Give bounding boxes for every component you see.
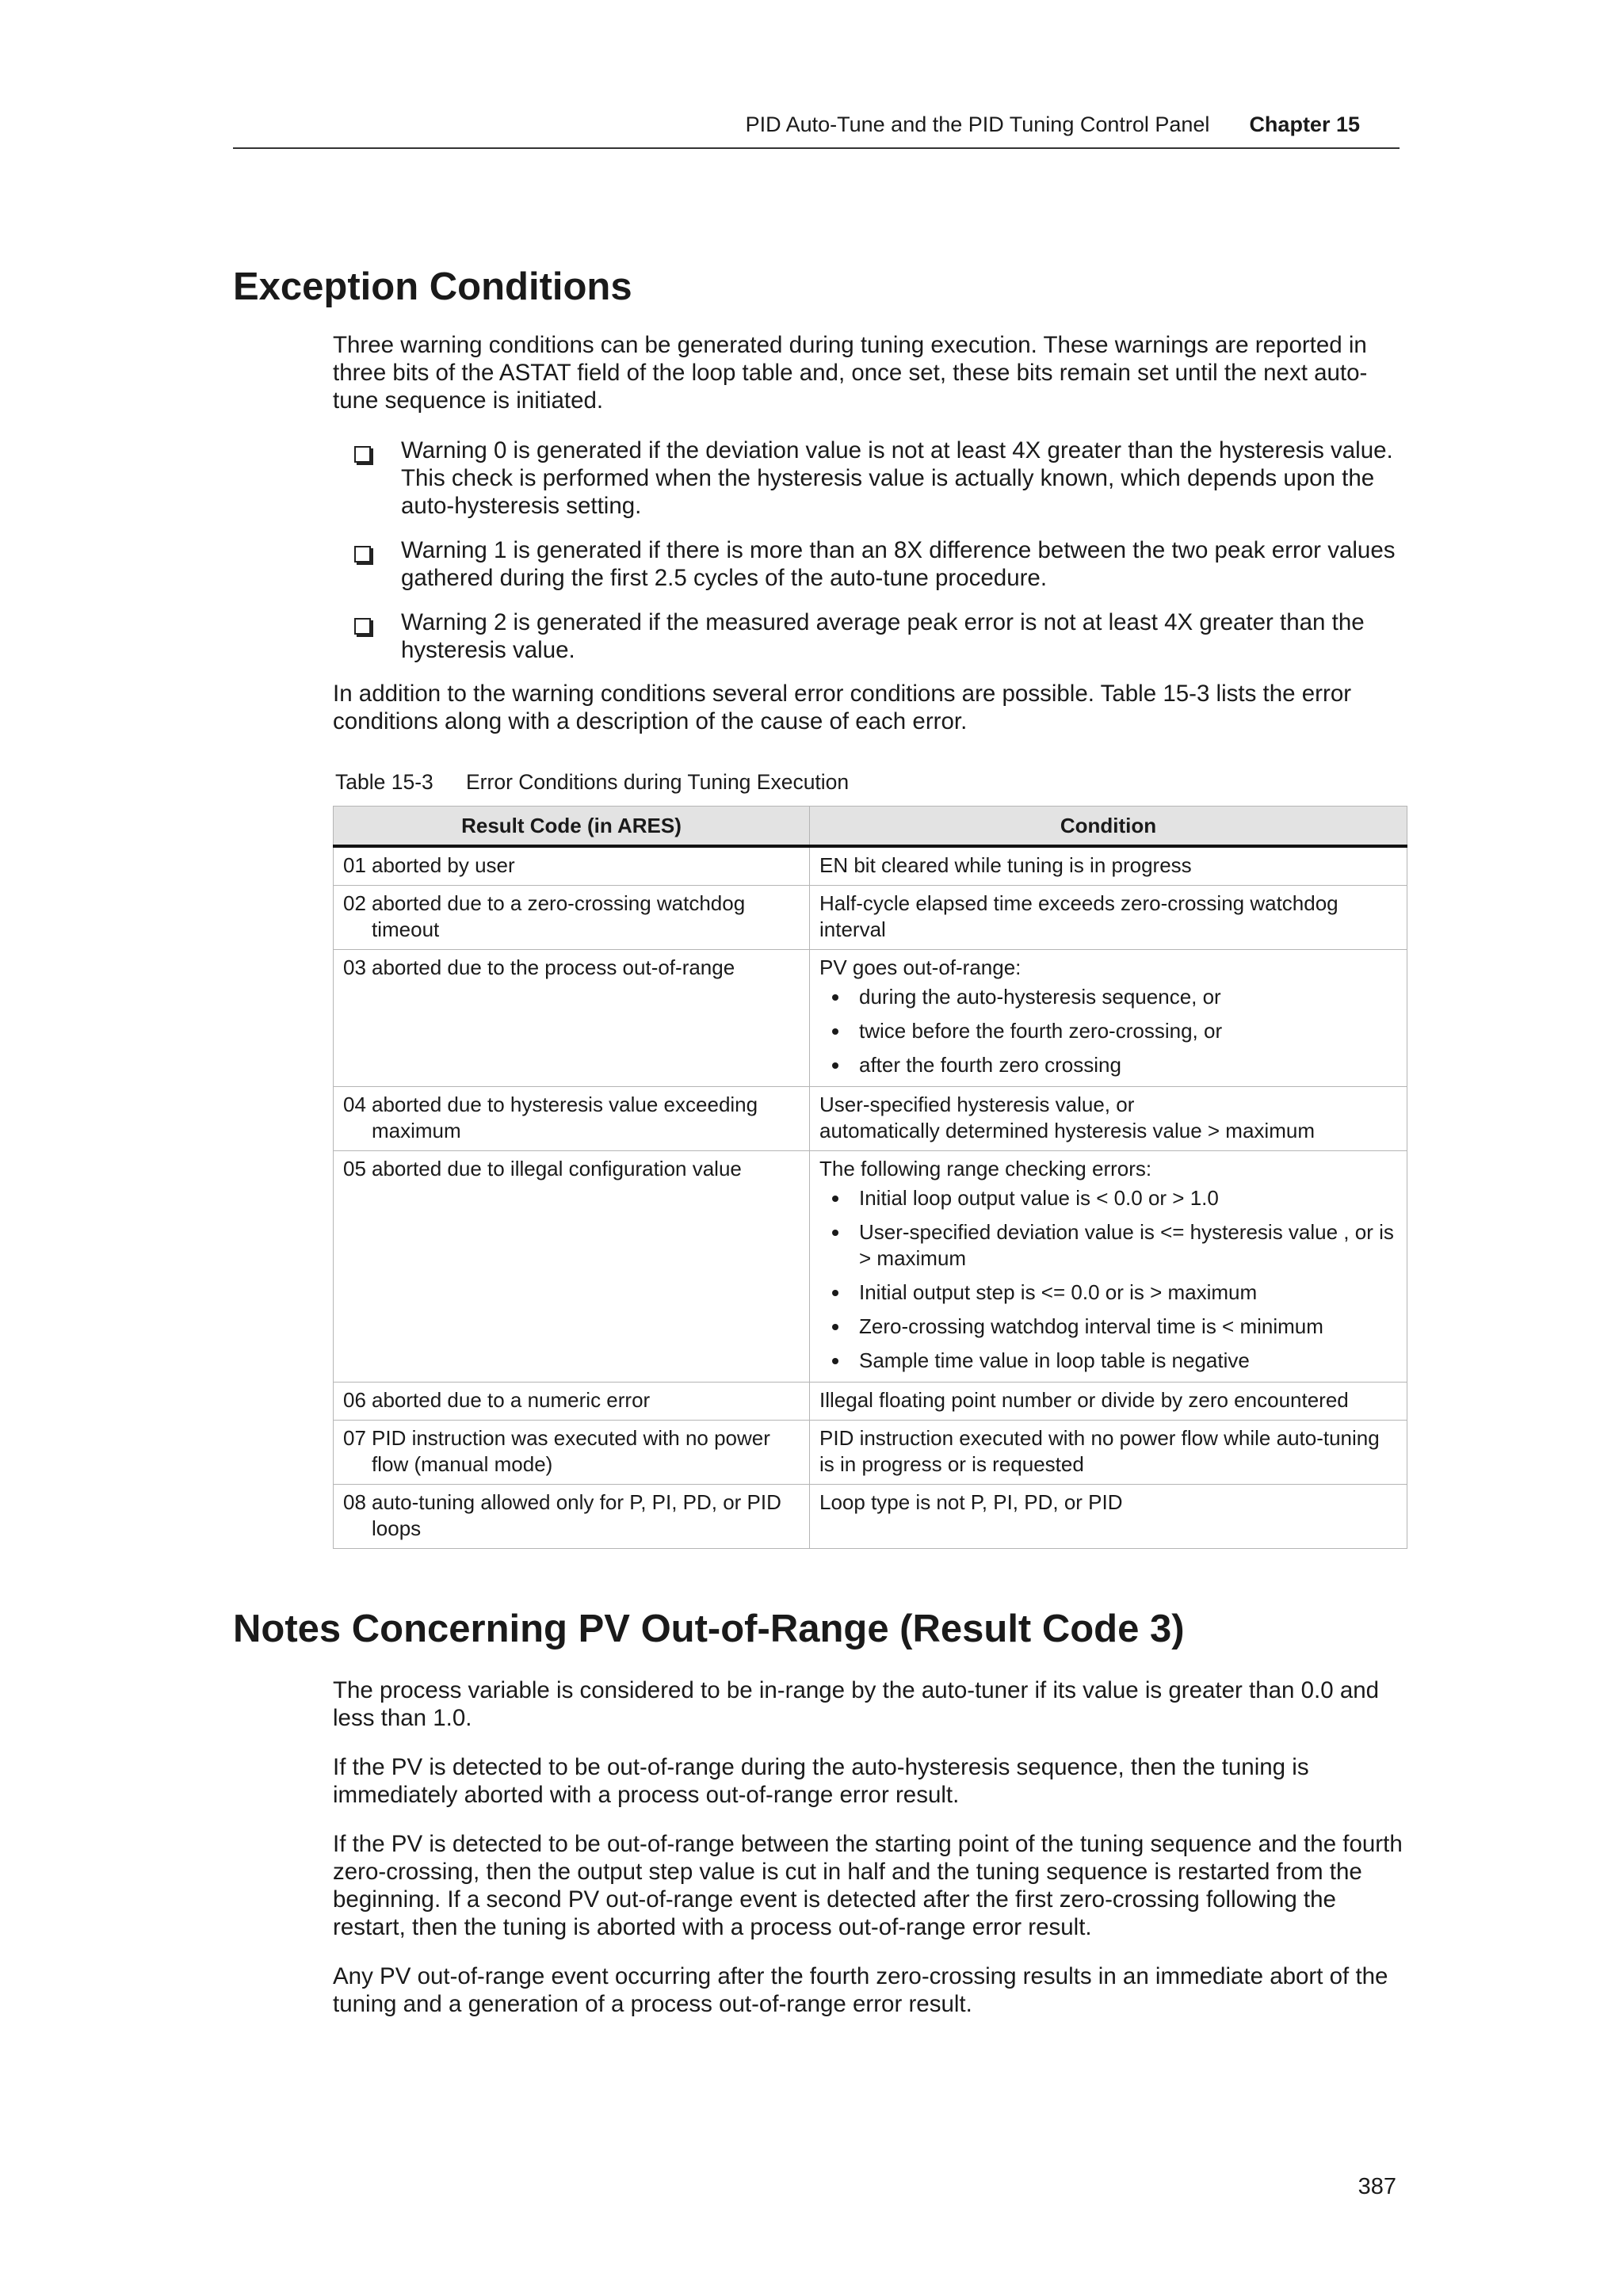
result-code-cell [334,1383,810,1421]
condition-text: Loop type is not P, PI, PD, or PID [819,1490,1123,1514]
notes-paragraph: If the PV is detected to be out-of-range between the starting point of the tuning sequence and the fourth zero-crossing, then the output step value is cut in half and the tuning sequence is restarted from the beginning. If a second PV out-of-range event is detected after the first zero-crossing following the restart, then the tuning is aborted with a process out-of-range error result. [333,1831,1403,1940]
table-caption-title: Error Conditions during Tuning Execution [466,770,850,794]
header-chapter: Chapter 15 [1249,113,1360,136]
condition-bullet: twice before the fourth zero-crossing, or [819,1018,1399,1044]
result-code-number: 03 [343,955,366,979]
result-code-cell [334,1421,810,1485]
intro-paragraph [333,331,1403,414]
result-code-cell [334,1151,810,1383]
table-row [334,886,1407,950]
table-row [334,1383,1407,1421]
checkbox-bullet-icon [354,446,371,463]
condition-text: EN bit cleared while tuning is in progress [819,853,1192,877]
result-code-number: 01 [343,853,366,877]
warning-text: Warning 0 is generated if the deviation value is not at least 4X greater than the hysteresis value. This check is performed when the hysteresis value is actually known, which depends upon the auto-hysteresis setting. [401,437,1393,519]
result-code-number: 06 [343,1388,366,1412]
condition-cell [810,1151,1407,1383]
condition-text: The following range checking errors: [819,1157,1152,1180]
condition-bullet-list [819,1185,1399,1374]
table-header-row [334,807,1407,847]
result-code-number: 08 [343,1490,366,1514]
notes-body [333,1676,1403,2039]
result-code-text: aborted due to the process out-of-range [372,955,735,979]
condition-cell [810,886,1407,950]
notes-paragraph: Any PV out-of-range event occurring after the fourth zero-crossing results in an immediate abort of the tuning and a generation of a process out-of-range error result. [333,1963,1388,2017]
condition-cell [810,1421,1407,1485]
warning-list [333,437,1403,681]
page-number: 387 [1358,2174,1396,2199]
condition-text: Half-cycle elapsed time exceeds zero-crossing watchdog interval [819,891,1338,941]
result-code-text: aborted due to illegal configuration value [372,1157,742,1180]
intro-text: Three warning conditions can be generated during tuning execution. These warnings are reported in three bits of the ASTAT field of the loop table and, once set, these bits remain set until the next auto-tune sequence is initiated. [333,332,1368,414]
table-row [334,1087,1407,1151]
result-code-cell [334,950,810,1087]
condition-cell [810,950,1407,1087]
warning-item [333,437,1403,520]
condition-text: PID instruction executed with no power flow while auto-tuning is in progress or is requested [819,1426,1380,1476]
result-code-number: 02 [343,891,366,915]
table-row [334,846,1407,886]
result-code-text: aborted due to a zero-crossing watchdog timeout [372,891,746,941]
result-code-text: aborted due to hysteresis value exceeding maximum [372,1093,758,1142]
warning-item [333,608,1403,664]
error-conditions-table [333,806,1407,1549]
result-code-number: 07 [343,1426,366,1450]
result-code-cell [334,846,810,886]
result-code-cell [334,1087,810,1151]
table-caption-number: Table 15-3 [335,770,433,794]
condition-bullet: Zero-crossing watchdog interval time is < minimum [819,1314,1399,1340]
condition-cell [810,846,1407,886]
condition-cell [810,1383,1407,1421]
condition-text-line: automatically determined hysteresis value > maximum [819,1119,1315,1142]
condition-bullet: Initial loop output value is < 0.0 or > 1.0 [819,1185,1399,1211]
result-code-text: aborted by user [372,853,515,877]
condition-cell [810,1485,1407,1549]
table-caption [335,770,849,795]
condition-bullet: User-specified deviation value is <= hysteresis value , or is > maximum [819,1219,1399,1272]
condition-text-line: User-specified hysteresis value, or [819,1093,1135,1116]
table-row [334,1421,1407,1485]
column-header-condition: Condition [810,807,1407,847]
result-code-number: 05 [343,1157,366,1180]
condition-bullet: during the auto-hysteresis sequence, or [819,984,1399,1010]
warning-text: Warning 2 is generated if the measured average peak error is not at least 4X greater than the hysteresis value. [401,609,1365,663]
condition-bullet-list [819,984,1399,1078]
checkbox-bullet-icon [354,546,371,563]
condition-bullet: Initial output step is <= 0.0 or is > maximum [819,1280,1399,1306]
notes-paragraph: If the PV is detected to be out-of-range during the auto-hysteresis sequence, then the tuning is immediately aborted with a process out-of-range error result. [333,1754,1309,1808]
condition-text: Illegal floating point number or divide by zero encountered [819,1388,1349,1412]
error-intro-paragraph [333,680,1403,735]
result-code-text: PID instruction was executed with no power flow (manual mode) [372,1426,770,1476]
section-heading-notes: Notes Concerning PV Out-of-Range (Result Code 3) [233,1608,1185,1650]
condition-bullet: Sample time value in loop table is negative [819,1348,1399,1374]
section-heading-exception: Exception Conditions [233,265,632,308]
condition-bullet: after the fourth zero crossing [819,1052,1399,1078]
error-intro-text: In addition to the warning conditions several error conditions are possible. Table 15-3 lists the error conditions along with a description of the cause of each error. [333,681,1352,734]
condition-cell [810,1087,1407,1151]
warning-text: Warning 1 is generated if there is more than an 8X difference between the two peak error values gathered during the first 2.5 cycles of the auto-tune procedure. [401,537,1396,591]
warning-item [333,536,1403,592]
result-code-cell [334,886,810,950]
result-code-cell [334,1485,810,1549]
checkbox-bullet-icon [354,618,371,635]
result-code-text: aborted due to a numeric error [372,1388,651,1412]
header-title: PID Auto-Tune and the PID Tuning Control Panel [745,113,1210,136]
result-code-number: 04 [343,1093,366,1116]
column-header-result-code: Result Code (in ARES) [334,807,810,847]
notes-paragraph: The process variable is considered to be in-range by the auto-tuner if its value is greater than 0.0 and less than 1.0. [333,1677,1380,1731]
table-row [334,1151,1407,1383]
result-code-text: auto-tuning allowed only for P, PI, PD, or PID loops [372,1490,781,1540]
running-header [233,113,1400,149]
table-row [334,1485,1407,1549]
condition-text: PV goes out-of-range: [819,955,1022,979]
table-row [334,950,1407,1087]
